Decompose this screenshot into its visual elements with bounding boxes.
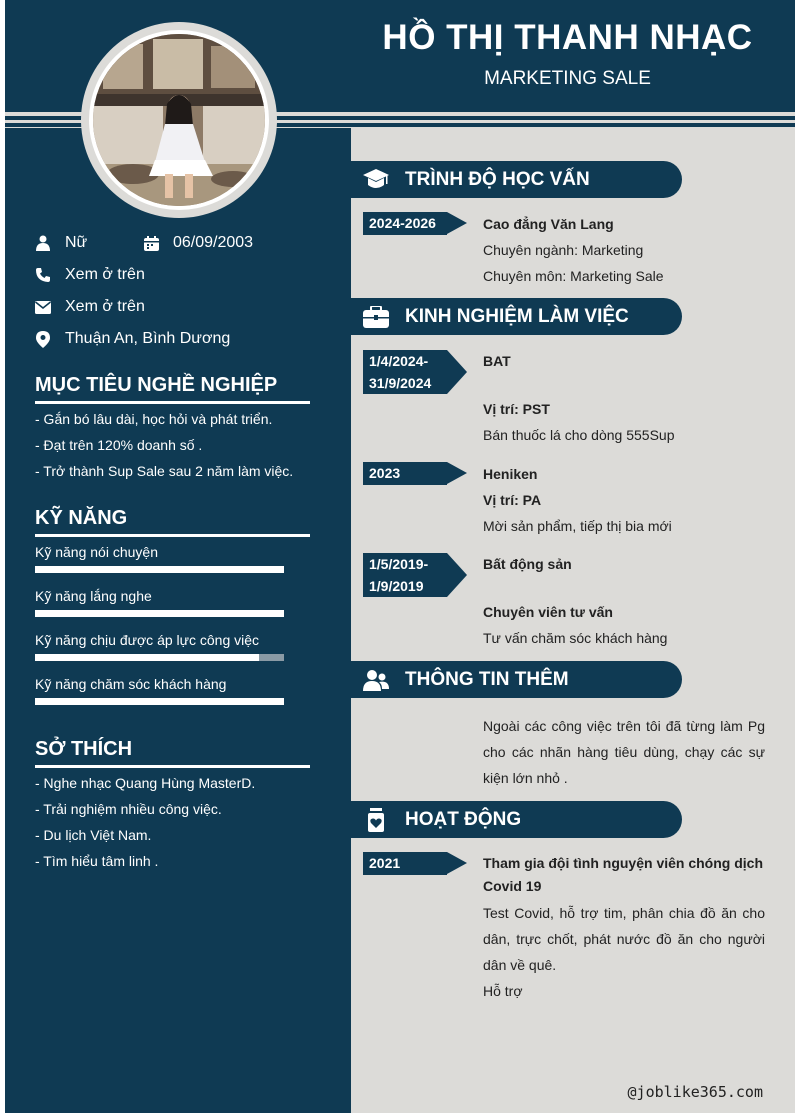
skill-item (35, 632, 305, 661)
education-specialty: Chuyên môn: Marketing Sale (483, 268, 664, 284)
skill-item (35, 544, 305, 573)
brand-watermark: @joblike365.com (627, 1083, 763, 1101)
graduation-cap-icon (363, 167, 389, 193)
candidate-name: HỒ THỊ THANH NHẠC (382, 18, 753, 57)
medal-icon (363, 807, 389, 833)
experience-entry (483, 461, 765, 539)
list-item: - Nghe nhạc Quang Hùng MasterD. (35, 775, 256, 791)
objective-list (35, 406, 325, 484)
skill-label: Kỹ năng nói chuyện (35, 544, 158, 560)
list-item: - Gắn bó lâu dài, học hỏi và phát triển. (35, 411, 273, 427)
hobbies-list (35, 770, 325, 874)
briefcase-icon (363, 304, 389, 330)
education-title: TRÌNH ĐỘ HỌC VẤN (405, 168, 590, 190)
resume-page (5, 0, 795, 1113)
experience-date-tag (363, 350, 447, 394)
job-position: Vị trí: PST (483, 401, 550, 417)
education-date: 2024-2026 (369, 215, 436, 231)
experience-date-tag (363, 462, 447, 485)
activities-header (351, 801, 682, 838)
skill-bar (35, 610, 284, 617)
list-item: - Du lịch Việt Nam. (35, 827, 152, 843)
avatar-frame (81, 22, 277, 218)
job-position: Chuyên viên tư vấn (483, 604, 613, 620)
experience-date: 1/4/2024- 31/9/2024 (369, 353, 432, 391)
users-icon (363, 667, 389, 693)
company-name: Heniken (483, 466, 538, 482)
activities-title: HOẠT ĐỘNG (405, 808, 522, 830)
education-entry (483, 211, 765, 289)
avatar-photo (93, 34, 265, 206)
list-item: - Trở thành Sup Sale sau 2 năm làm việc. (35, 463, 294, 479)
objective-title: MỤC TIÊU NGHỀ NGHIỆP (35, 374, 310, 404)
skill-item (35, 676, 305, 705)
skill-item (35, 588, 305, 617)
company-name: BAT (483, 353, 511, 369)
job-position: Vị trí: PA (483, 492, 542, 508)
experience-date: 1/5/2019- 1/9/2019 (369, 556, 429, 594)
birthdate-value: 06/09/2003 (173, 234, 254, 251)
email-row (35, 298, 145, 316)
gender-row (35, 234, 87, 252)
activity-date: 2021 (369, 855, 401, 871)
address-value: Thuận An, Bình Dương (65, 330, 231, 347)
skill-bar-fill (35, 698, 284, 705)
candidate-role: MARKETING SALE (484, 68, 651, 89)
email-value: Xem ở trên (65, 298, 145, 315)
company-name: Bất động sản (483, 556, 572, 572)
experience-entry (483, 348, 765, 448)
experience-date-tag (363, 553, 447, 597)
avatar (93, 34, 265, 206)
job-description: Tư vấn chăm sóc khách hàng (483, 630, 668, 646)
skills-title: KỸ NĂNG (35, 507, 310, 537)
skill-bar-fill (35, 610, 284, 617)
skill-bar (35, 566, 284, 573)
experience-title: KINH NGHIỆM LÀM VIỆC (405, 305, 629, 327)
list-item: - Trải nghiệm nhiều công việc. (35, 801, 222, 817)
skill-label: Kỹ năng lắng nghe (35, 588, 152, 604)
skill-bar-fill (35, 566, 284, 573)
education-date-tag (363, 212, 447, 235)
experience-entry (483, 551, 765, 651)
list-item: - Đạt trên 120% doanh số . (35, 437, 203, 453)
skill-label: Kỹ năng chịu được áp lực công việc (35, 632, 260, 648)
education-major: Chuyên ngành: Marketing (483, 242, 644, 258)
person-icon (35, 235, 51, 251)
job-description: Mời sản phẩm, tiếp thị bia mới (483, 518, 672, 534)
activity-entry (483, 852, 765, 1004)
education-header (351, 161, 682, 198)
envelope-icon (35, 299, 51, 315)
skill-label: Kỹ năng chăm sóc khách hàng (35, 676, 227, 692)
phone-row (35, 266, 145, 284)
phone-icon (35, 267, 51, 283)
hobbies-title: SỞ THÍCH (35, 738, 310, 768)
phone-value: Xem ở trên (65, 266, 145, 283)
experience-header (351, 298, 682, 335)
activity-date-tag (363, 852, 447, 875)
calendar-icon (143, 235, 159, 251)
address-row (35, 330, 230, 348)
location-pin-icon (35, 331, 51, 347)
school-name: Cao đẳng Văn Lang (483, 216, 614, 232)
list-item: - Tìm hiểu tâm linh . (35, 853, 159, 869)
job-description: Bán thuốc lá cho dòng 555Sup (483, 427, 675, 443)
activity-role: Hỗ trợ (483, 983, 523, 999)
gender-value: Nữ (65, 234, 88, 251)
extra-info-title: THÔNG TIN THÊM (405, 668, 569, 690)
skill-bar (35, 654, 284, 661)
extra-info-header (351, 661, 682, 698)
skill-bar-fill (35, 654, 259, 661)
activity-name: Tham gia đội tình nguyện viên chóng dịch Covid 19 (483, 855, 764, 894)
birthdate-row (143, 234, 253, 252)
activity-description: Test Covid, hỗ trợ tim, phân chia đồ ăn cho dân, trực chốt, phát nước đồ ăn cho người dân về quê. (483, 905, 765, 973)
skill-bar (35, 698, 284, 705)
experience-date: 2023 (369, 465, 401, 481)
extra-info-text: Ngoài các công việc trên tôi đã từng làm Pg cho các nhãn hàng tiêu dùng, chạy các sự kiện lớn nhỏ . (483, 718, 765, 786)
